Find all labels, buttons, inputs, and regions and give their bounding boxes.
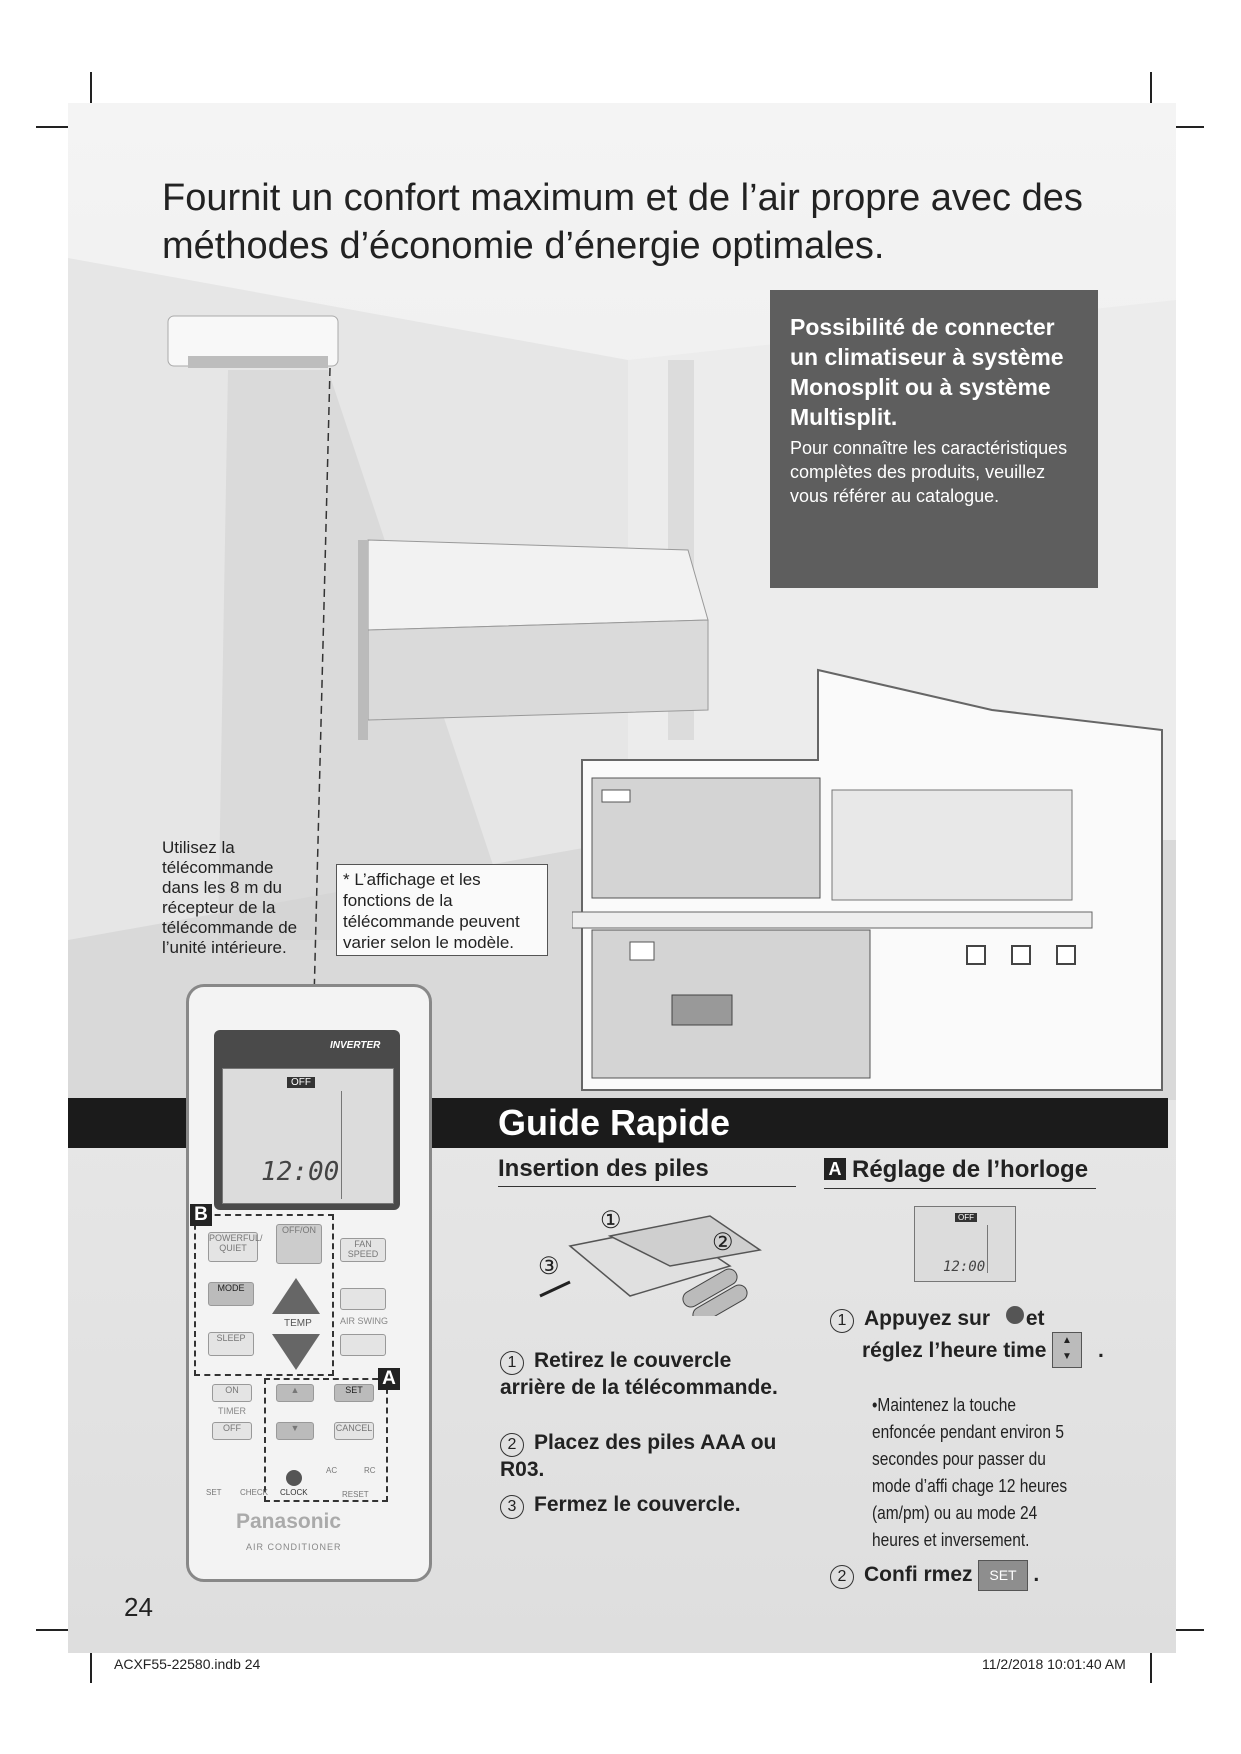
clock-button[interactable] [286,1470,302,1486]
clock-bullet-note: •Maintenez la touche enfoncée pendant environ 5 secondes pour passer du mode d’affi chage 12 heures (am/pm) ou au mode 24 heures et inversement. [872,1395,1068,1550]
set-key-icon: SET [978,1560,1027,1591]
callout-1: ① [600,1207,622,1234]
temp-up-button[interactable] [272,1278,320,1314]
callout-2: ② [712,1229,734,1256]
temp-down-button[interactable] [272,1334,320,1370]
sleep-button[interactable]: SLEEP [208,1332,254,1356]
timer-label: TIMER [218,1406,246,1416]
remote-lcd [222,1068,394,1204]
remote-range-note: Utilisez la télécommande dans les 8 m du récepteur de la télécommande de l’unité intérieure. [162,838,298,957]
temp-label: TEMP [284,1318,312,1329]
footer-file: ACXF55-22580.indb 24 [114,1656,261,1672]
house-illustration [572,650,1176,1100]
clock-step-1-cont: réglez l’heure time ▲ ▼ . [862,1338,1122,1363]
set-small-label: SET [206,1488,222,1497]
zone-b-label: B [190,1204,212,1226]
battery-step-2: 2 Placez des piles AAA ou R03. [500,1431,777,1481]
timer-off-button[interactable]: OFF [212,1422,252,1440]
time-down-button[interactable]: ▼ [276,1422,314,1440]
fan-speed-button[interactable]: FAN SPEED [340,1238,386,1262]
battery-step-3: 3 Fermez le couvercle. [500,1492,800,1519]
batteries-section-title: Insertion des piles [498,1152,796,1187]
inverter-logo: INVERTER [330,1040,381,1051]
battery-illustration [530,1206,780,1316]
guide-title: Guide Rapide [498,1102,731,1143]
time-up-button[interactable]: ▲ [276,1384,314,1402]
reset-label: RESET [342,1490,369,1499]
clock-lcd: OFF 12:00 [914,1206,1016,1282]
page-number: 24 [124,1592,153,1622]
info-box [770,290,1098,588]
footer-timestamp: 11/2/2018 10:01:40 AM [982,1656,1126,1672]
air-swing-up-button[interactable] [340,1288,386,1310]
mode-button[interactable]: MODE [208,1282,254,1306]
brand-logo: Panasonic [236,1510,342,1533]
battery-step-1: 1 Retirez le couvercle arrière de la télécommande. [500,1349,778,1399]
off-on-button[interactable]: OFF/ON [276,1224,322,1264]
lcd-time: 12:00 [261,1157,340,1187]
timer-on-button[interactable]: ON [212,1384,252,1402]
lcd-off-indicator: OFF [287,1077,315,1088]
clock-section-title: A Réglage de l’horloge [824,1152,1096,1189]
powerful-quiet-button[interactable]: POWERFUL/ QUIET [208,1232,258,1262]
display-note: * L’affichage et les fonctions de la télécommande peuvent varier selon le modèle. [336,864,548,956]
info-box-title: Possibilité de connecter un climatiseur à système Monosplit ou à système Multisplit. [790,314,1064,430]
clock-step-1: 1 Appuyez sur et [830,1306,1110,1333]
time-updown-icon: ▲ ▼ [1052,1332,1082,1368]
air-swing-lr-button[interactable] [340,1334,386,1356]
rc-label: RC [364,1466,376,1475]
clock-icon [1006,1306,1024,1324]
brand-subtitle: AIR CONDITIONER [246,1542,342,1552]
zone-a-label: A [378,1368,400,1390]
clock-label: CLOCK [280,1488,308,1497]
callout-3: ③ [538,1253,560,1280]
air-swing-label: AIR SWING [340,1316,389,1326]
clock-step-2: 2 Confi rmez SET . [830,1560,1110,1591]
check-label: CHECK [240,1488,269,1497]
ac-label: AC [326,1466,338,1475]
headline: Fournit un confort maximum et de l’air propre avec des méthodes d’économie d’énergie optimales. [162,177,1083,267]
cancel-button[interactable]: CANCEL [334,1422,374,1440]
set-button[interactable]: SET [334,1384,374,1402]
info-box-text: Pour connaître les caractéristiques complètes des produits, veuillez vous référer au catalogue. [790,438,1068,506]
